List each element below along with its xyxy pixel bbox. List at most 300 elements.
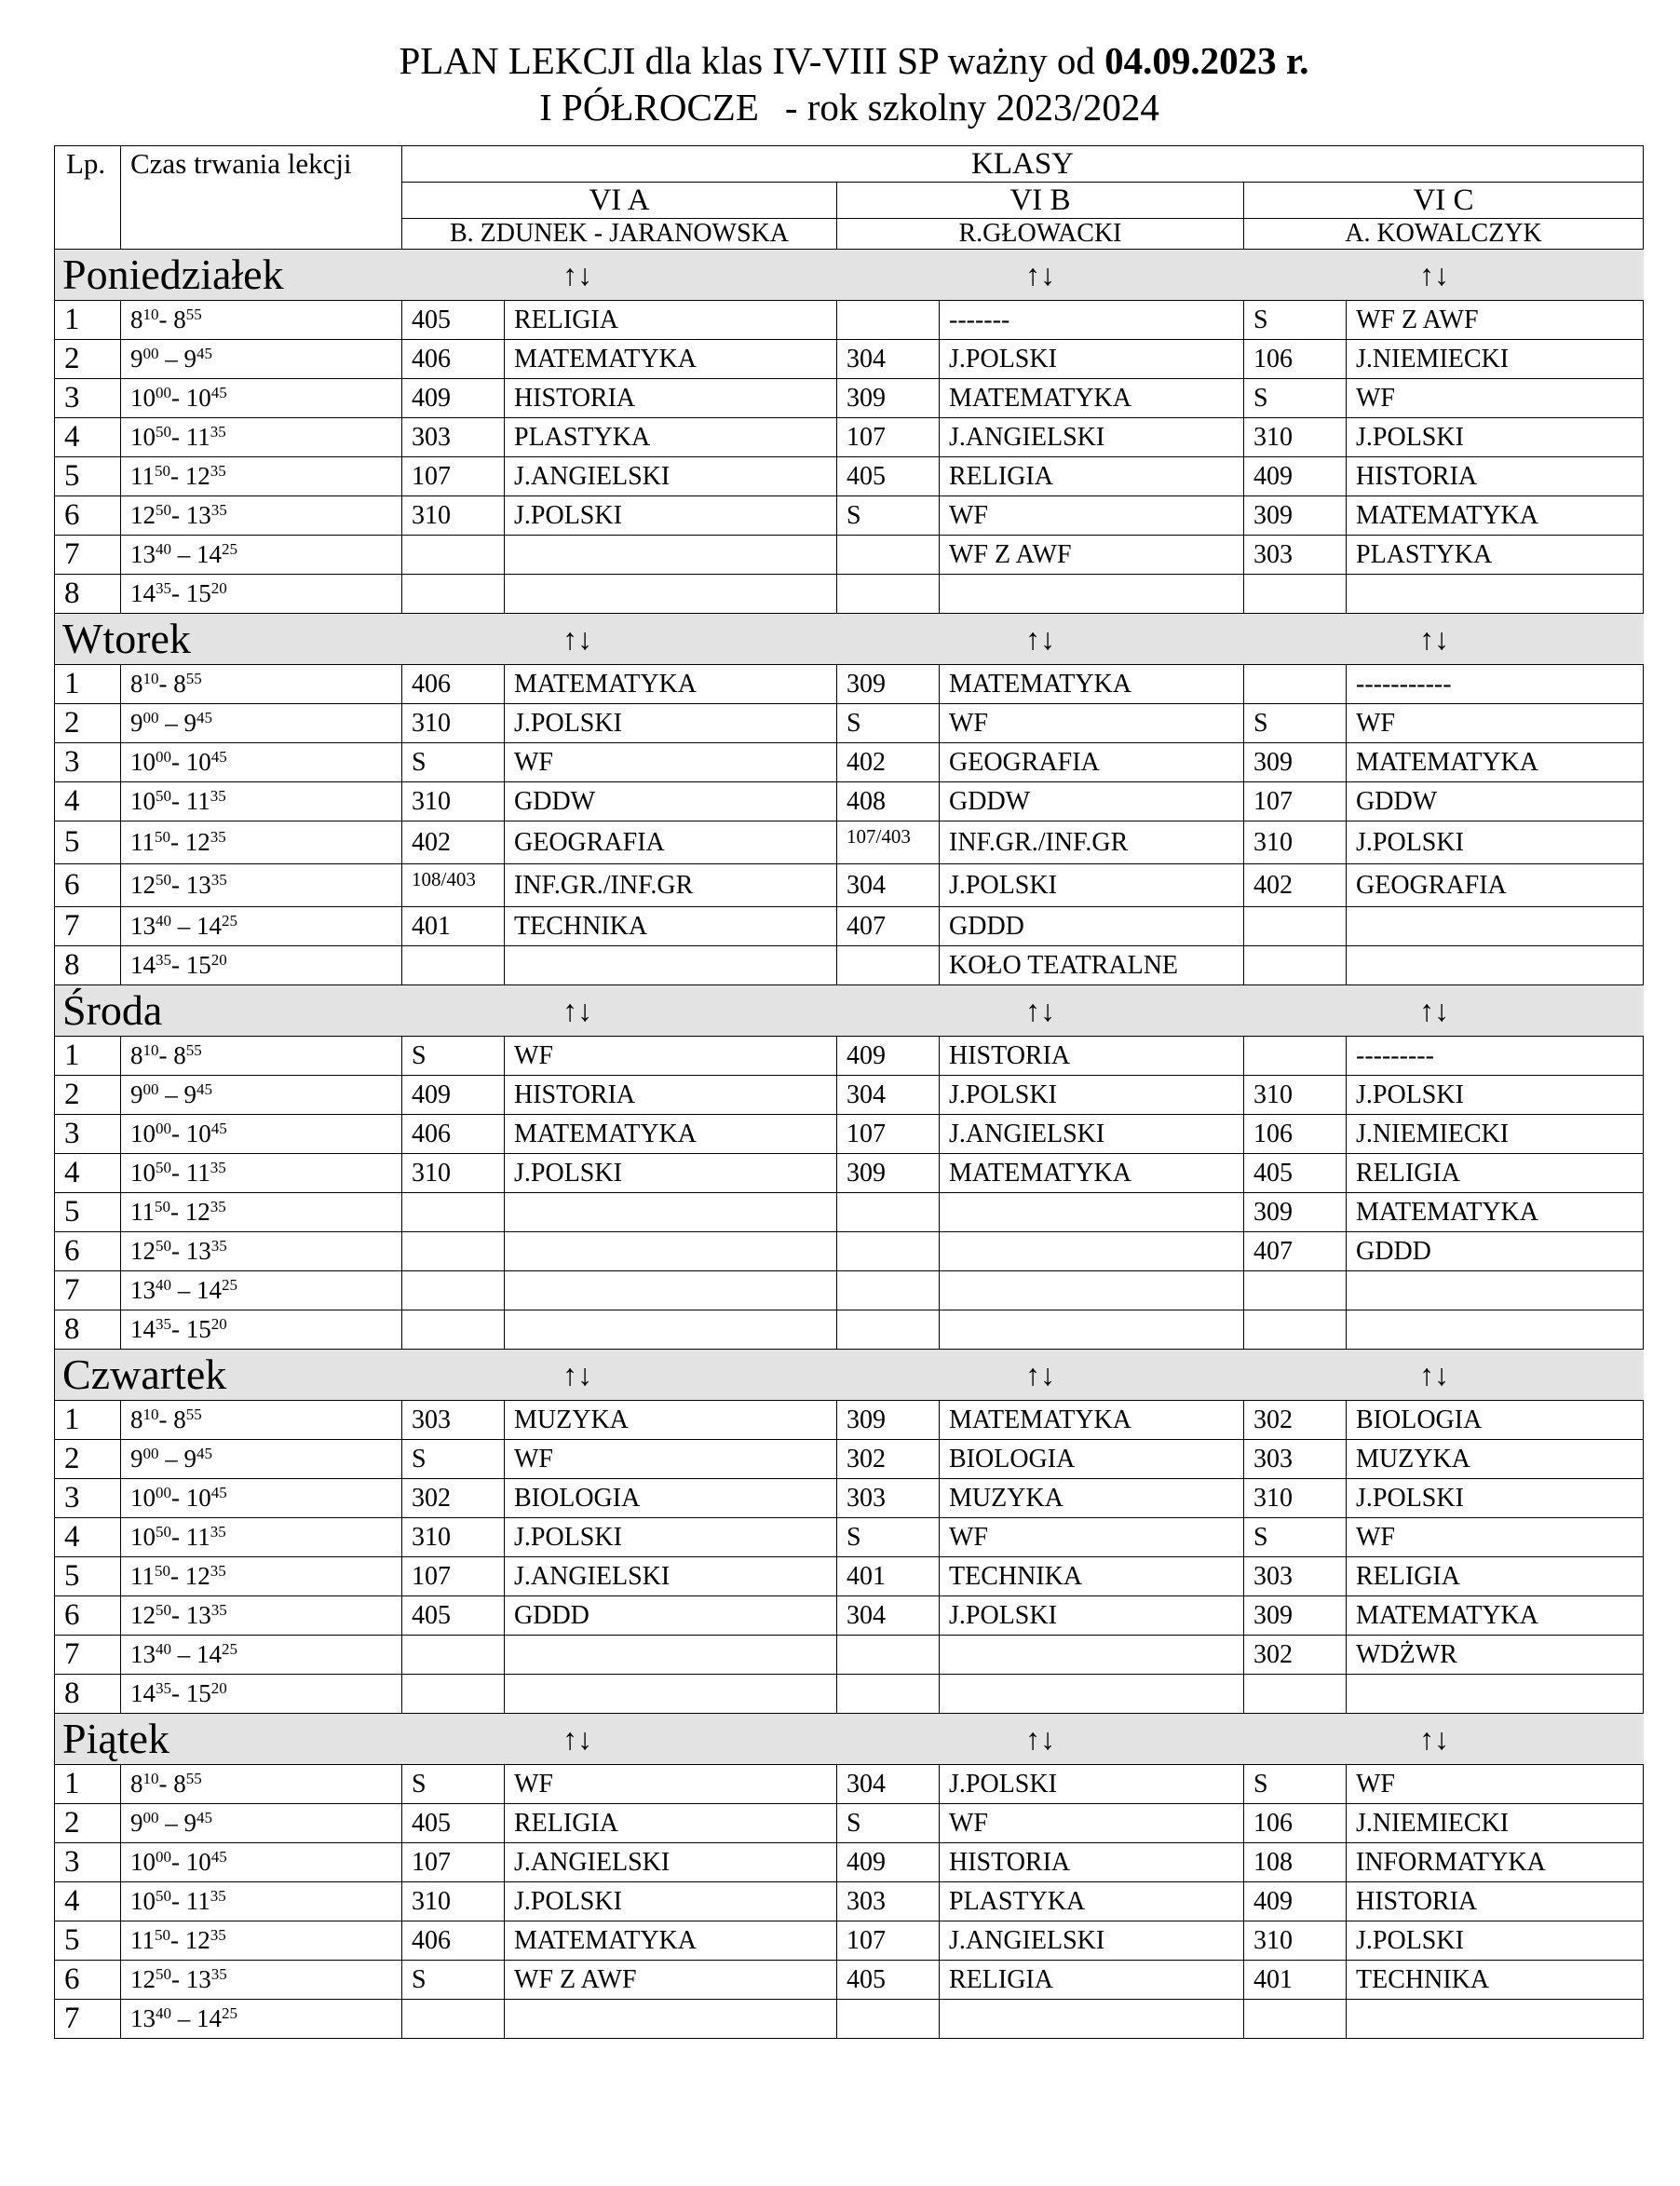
subject-cell: MATEMATYKA <box>505 665 837 704</box>
time-sep: - <box>158 1770 174 1798</box>
subject-cell <box>1347 575 1644 614</box>
time-ss: 10 <box>142 1041 159 1059</box>
time-es: 35 <box>210 462 226 480</box>
time-sh: 11 <box>130 1198 155 1226</box>
room-cell: 303 <box>402 418 505 457</box>
time-es: 45 <box>196 709 212 726</box>
subject-cell: WF <box>940 1804 1244 1843</box>
room-cell <box>402 1675 505 1714</box>
subject-cell: MATEMATYKA <box>1347 1193 1644 1232</box>
time-eh: 8 <box>173 670 186 698</box>
title-line-1 <box>0 37 1680 84</box>
subject-cell: ----------- <box>1347 665 1644 704</box>
time-sh: 13 <box>130 1640 156 1668</box>
time-es: 45 <box>210 384 227 401</box>
subject-cell: J.ANGIELSKI <box>940 418 1244 457</box>
time-sep: - <box>158 1041 174 1069</box>
subject-cell: GDDD <box>940 907 1244 946</box>
time-eh: 15 <box>185 579 211 607</box>
subject-cell: RELIGIA <box>1347 1557 1644 1596</box>
room-cell: S <box>402 1961 505 2000</box>
subject-cell: RELIGIA <box>940 1961 1244 2000</box>
room-cell: 310 <box>402 496 505 536</box>
room-cell: 409 <box>837 1843 940 1882</box>
room-cell: 107 <box>837 418 940 457</box>
time-sep: - <box>171 1315 186 1343</box>
room-cell: 409 <box>837 1037 940 1076</box>
time-es: 55 <box>185 305 202 323</box>
sort-arrow-icon: ↑↓ <box>1244 985 1644 1037</box>
subject-cell: J.POLSKI <box>1347 1921 1644 1961</box>
time-sep: – <box>158 1080 184 1108</box>
sort-arrow-icon: ↑↓ <box>837 985 1244 1037</box>
lesson-time <box>121 418 402 457</box>
subject-cell: WF <box>1347 1518 1644 1557</box>
time-eh: 9 <box>183 709 196 737</box>
room-cell: 304 <box>837 1765 940 1804</box>
sort-arrow-icon: ↑↓ <box>1244 614 1644 665</box>
room-cell <box>1244 946 1347 985</box>
time-sep: - <box>170 828 185 856</box>
subject-cell: J.POLSKI <box>940 340 1244 379</box>
lesson-time <box>121 1675 402 1714</box>
time-sh: 12 <box>130 871 156 899</box>
subject-cell: J.POLSKI <box>1347 1479 1644 1518</box>
lesson-time <box>121 1310 402 1350</box>
time-eh: 10 <box>185 748 211 776</box>
subject-cell <box>1347 1675 1644 1714</box>
subject-cell: WF <box>505 1765 837 1804</box>
time-ss: 40 <box>156 2004 171 2022</box>
time-sep: - <box>170 1198 185 1226</box>
subject-cell: PLASTYKA <box>940 1882 1244 1921</box>
room-cell <box>1244 1271 1347 1310</box>
subject-cell: J.POLSKI <box>505 1518 837 1557</box>
time-eh: 14 <box>196 540 222 568</box>
time-sep: – <box>158 1809 184 1837</box>
subject-cell: HISTORIA <box>505 1076 837 1115</box>
room-cell: 406 <box>402 1921 505 1961</box>
class-name-via: VI A <box>402 183 837 219</box>
room-cell: 310 <box>1244 821 1347 864</box>
room-cell <box>402 1232 505 1271</box>
time-es: 45 <box>196 1809 212 1826</box>
room-cell: 303 <box>837 1882 940 1921</box>
time-eh: 11 <box>185 1159 210 1187</box>
lesson-time <box>121 575 402 614</box>
day-header-row <box>55 614 1644 665</box>
time-es: 35 <box>210 423 226 441</box>
time-sep: - <box>171 748 186 776</box>
lesson-number: 2 <box>55 704 121 743</box>
room-cell: 309 <box>1244 1596 1347 1636</box>
lesson-time <box>121 1804 402 1843</box>
room-cell: 310 <box>1244 1076 1347 1115</box>
lesson-number: 1 <box>55 1401 121 1440</box>
lesson-time <box>121 301 402 340</box>
room-cell: 107 <box>402 1843 505 1882</box>
time-ss: 50 <box>156 871 171 889</box>
time-es: 45 <box>210 1848 227 1866</box>
time-sh: 8 <box>130 1770 143 1798</box>
time-sh: 12 <box>130 1601 156 1629</box>
lesson-time <box>121 665 402 704</box>
room-cell: 402 <box>402 821 505 864</box>
time-es: 55 <box>185 670 202 687</box>
time-ss: 40 <box>156 540 171 558</box>
room-cell: S <box>1244 1518 1347 1557</box>
subject-cell: GEOGRAFIA <box>1347 864 1644 907</box>
room-cell: 107 <box>402 1557 505 1596</box>
time-es: 35 <box>210 501 227 519</box>
subject-cell <box>505 1232 837 1271</box>
lesson-number: 7 <box>55 907 121 946</box>
lesson-time <box>121 536 402 575</box>
time-ss: 00 <box>156 748 171 766</box>
time-eh: 11 <box>185 1523 210 1551</box>
time-es: 25 <box>222 2004 237 2022</box>
lesson-number: 5 <box>55 457 121 496</box>
subject-cell: WF <box>940 704 1244 743</box>
day-name: Środa <box>55 985 402 1037</box>
room-cell <box>837 1193 940 1232</box>
time-sh: 10 <box>130 787 156 815</box>
time-es: 20 <box>210 951 227 969</box>
room-cell: 309 <box>837 1401 940 1440</box>
lesson-row <box>55 1961 1644 2000</box>
subject-cell: WF Z AWF <box>505 1961 837 2000</box>
room-cell <box>402 536 505 575</box>
subject-cell: RELIGIA <box>505 1804 837 1843</box>
room-cell: 405 <box>402 301 505 340</box>
room-cell: 106 <box>1244 340 1347 379</box>
lesson-row <box>55 782 1644 821</box>
class-name-vic: VI C <box>1244 183 1644 219</box>
time-sep: - <box>171 787 186 815</box>
time-sh: 9 <box>130 709 143 737</box>
lesson-row <box>55 1921 1644 1961</box>
subject-cell <box>505 1310 837 1350</box>
room-cell <box>837 2000 940 2039</box>
lesson-number: 7 <box>55 1271 121 1310</box>
lesson-number: 4 <box>55 782 121 821</box>
lesson-number: 1 <box>55 1765 121 1804</box>
lesson-row <box>55 1232 1644 1271</box>
room-cell: S <box>837 1518 940 1557</box>
lesson-row <box>55 1037 1644 1076</box>
time-sh: 10 <box>130 1523 156 1551</box>
time-sep: - <box>171 384 186 412</box>
room-cell: 405 <box>837 1961 940 2000</box>
time-eh: 13 <box>185 871 211 899</box>
room-cell: 108 <box>1244 1843 1347 1882</box>
subject-cell: TECHNIKA <box>1347 1961 1644 2000</box>
lesson-number: 3 <box>55 743 121 782</box>
day-header-row <box>55 1714 1644 1765</box>
time-eh: 13 <box>185 1965 211 1993</box>
room-cell <box>1244 1037 1347 1076</box>
subject-cell: MATEMATYKA <box>940 1401 1244 1440</box>
time-sep: - <box>171 951 186 979</box>
room-cell: 409 <box>1244 1882 1347 1921</box>
room-cell <box>1244 665 1347 704</box>
time-sh: 14 <box>130 951 156 979</box>
subject-cell: J.POLSKI <box>505 496 837 536</box>
sort-arrow-icon: ↑↓ <box>402 614 837 665</box>
time-ss: 50 <box>156 1159 171 1176</box>
lesson-row <box>55 665 1644 704</box>
title-prefix: PLAN LEKCJI dla klas IV-VIII SP ważny od <box>399 39 1105 82</box>
subject-cell: GDDW <box>505 782 837 821</box>
subject-cell: WF <box>1347 379 1644 418</box>
school-year-label: - rok szkolny 2023/2024 <box>784 86 1159 129</box>
time-sh: 10 <box>130 384 156 412</box>
subject-cell: BIOLOGIA <box>1347 1401 1644 1440</box>
room-cell: 310 <box>1244 418 1347 457</box>
time-eh: 8 <box>173 1770 186 1798</box>
room-cell: 401 <box>837 1557 940 1596</box>
subject-cell: WF <box>1347 704 1644 743</box>
time-ss: 00 <box>142 1080 159 1098</box>
lesson-row <box>55 1804 1644 1843</box>
time-sep: – <box>158 1445 184 1473</box>
time-ss: 40 <box>156 1640 171 1658</box>
time-sep: - <box>170 462 185 490</box>
time-ss: 00 <box>142 1809 159 1826</box>
room-cell: 407 <box>837 907 940 946</box>
subject-cell: HISTORIA <box>505 379 837 418</box>
subject-cell: HISTORIA <box>940 1037 1244 1076</box>
subject-cell: J.POLSKI <box>1347 1076 1644 1115</box>
timetable <box>54 145 1644 2039</box>
lesson-number: 6 <box>55 496 121 536</box>
subject-cell: J.ANGIELSKI <box>505 457 837 496</box>
time-eh: 9 <box>183 345 196 373</box>
room-cell: 302 <box>1244 1636 1347 1675</box>
time-es: 35 <box>210 1237 227 1255</box>
time-ss: 00 <box>156 384 171 401</box>
time-sh: 10 <box>130 423 156 451</box>
time-es: 45 <box>196 1080 212 1098</box>
room-cell <box>837 536 940 575</box>
room-cell <box>1244 1310 1347 1350</box>
room-cell: 402 <box>837 743 940 782</box>
time-eh: 9 <box>183 1080 196 1108</box>
lesson-time <box>121 907 402 946</box>
room-cell: 401 <box>1244 1961 1347 2000</box>
time-eh: 10 <box>185 1848 211 1876</box>
room-cell: S <box>837 1804 940 1843</box>
room-cell: 409 <box>402 1076 505 1115</box>
time-eh: 13 <box>185 1601 211 1629</box>
lesson-row <box>55 946 1644 985</box>
room-cell: 303 <box>837 1479 940 1518</box>
sort-arrow-icon: ↑↓ <box>837 614 1244 665</box>
time-es: 55 <box>185 1770 202 1787</box>
room-cell: 304 <box>837 340 940 379</box>
subject-cell: RELIGIA <box>1347 1154 1644 1193</box>
room-cell <box>1244 1675 1347 1714</box>
lesson-number: 1 <box>55 1037 121 1076</box>
time-sh: 11 <box>130 828 155 856</box>
time-sep: – <box>158 709 184 737</box>
subject-cell: GDDW <box>1347 782 1644 821</box>
time-sep: - <box>171 1159 186 1187</box>
time-ss: 50 <box>155 1198 170 1215</box>
lesson-row <box>55 864 1644 907</box>
subject-cell: MUZYKA <box>1347 1440 1644 1479</box>
room-cell: 405 <box>402 1596 505 1636</box>
room-cell: 106 <box>1244 1115 1347 1154</box>
lesson-row <box>55 340 1644 379</box>
room-cell: 108/403 <box>402 864 505 907</box>
room-cell <box>837 1310 940 1350</box>
subject-cell <box>940 1636 1244 1675</box>
room-cell: 303 <box>1244 536 1347 575</box>
lesson-time <box>121 379 402 418</box>
time-sh: 10 <box>130 1120 156 1147</box>
subject-cell: J.POLSKI <box>940 1076 1244 1115</box>
lesson-time <box>121 864 402 907</box>
subject-cell: WF <box>1347 1765 1644 1804</box>
lesson-row <box>55 1440 1644 1479</box>
room-cell: 407 <box>1244 1232 1347 1271</box>
lesson-row <box>55 496 1644 536</box>
subject-cell <box>940 575 1244 614</box>
time-eh: 15 <box>185 1315 211 1343</box>
subject-cell: J.POLSKI <box>505 1882 837 1921</box>
time-ss: 50 <box>155 828 170 846</box>
room-cell <box>837 946 940 985</box>
lesson-number: 2 <box>55 1076 121 1115</box>
sort-arrow-icon: ↑↓ <box>837 1350 1244 1401</box>
room-cell <box>402 1271 505 1310</box>
room-cell: S <box>402 1037 505 1076</box>
time-ss: 10 <box>142 305 159 323</box>
room-cell: 310 <box>402 1154 505 1193</box>
teacher-vic: A. KOWALCZYK <box>1244 219 1644 250</box>
time-ss: 00 <box>156 1848 171 1866</box>
lesson-number: 2 <box>55 340 121 379</box>
room-cell: 107/403 <box>837 821 940 864</box>
lesson-number: 7 <box>55 536 121 575</box>
subject-cell <box>505 1675 837 1714</box>
lesson-time <box>121 946 402 985</box>
time-sep: - <box>158 1405 174 1433</box>
subject-cell: TECHNIKA <box>505 907 837 946</box>
subject-cell: BIOLOGIA <box>505 1479 837 1518</box>
lesson-row <box>55 907 1644 946</box>
time-sep: - <box>171 1120 186 1147</box>
time-es: 35 <box>210 1601 227 1619</box>
time-sh: 13 <box>130 1276 156 1304</box>
room-cell: 303 <box>1244 1440 1347 1479</box>
lesson-row <box>55 1882 1644 1921</box>
room-cell: S <box>1244 1765 1347 1804</box>
subject-cell: WF <box>505 1037 837 1076</box>
time-eh: 12 <box>184 1198 210 1226</box>
time-ss: 35 <box>156 1315 171 1333</box>
lesson-number: 3 <box>55 1115 121 1154</box>
room-cell <box>402 1636 505 1675</box>
time-ss: 50 <box>155 462 170 480</box>
semester-label: I PÓŁROCZE <box>539 86 759 129</box>
time-ss: 35 <box>156 951 171 969</box>
lesson-time <box>121 1115 402 1154</box>
time-es: 35 <box>210 1198 226 1215</box>
time-sep: - <box>171 1484 186 1512</box>
lesson-number: 3 <box>55 379 121 418</box>
room-cell: 310 <box>1244 1479 1347 1518</box>
lesson-row <box>55 1843 1644 1882</box>
sort-arrow-icon: ↑↓ <box>402 250 837 301</box>
lesson-row <box>55 1076 1644 1115</box>
room-cell <box>837 1636 940 1675</box>
time-sep: - <box>171 1887 186 1915</box>
lesson-row <box>55 457 1644 496</box>
time-es: 25 <box>222 1640 237 1658</box>
time-eh: 12 <box>184 1562 210 1590</box>
room-cell: 302 <box>1244 1401 1347 1440</box>
time-es: 45 <box>196 345 212 362</box>
sort-arrow-icon: ↑↓ <box>402 1714 837 1765</box>
time-es: 35 <box>210 1926 226 1944</box>
room-cell: S <box>1244 301 1347 340</box>
lesson-row <box>55 1310 1644 1350</box>
room-cell: S <box>1244 704 1347 743</box>
subject-cell: WF <box>505 1440 837 1479</box>
subject-cell: ------- <box>940 301 1244 340</box>
room-cell <box>837 1271 940 1310</box>
room-cell: 309 <box>1244 496 1347 536</box>
subject-cell: J.POLSKI <box>505 1154 837 1193</box>
subject-cell <box>505 1636 837 1675</box>
time-ss: 10 <box>142 1770 159 1787</box>
subject-cell: GDDD <box>505 1596 837 1636</box>
time-sh: 10 <box>130 748 156 776</box>
lesson-row <box>55 301 1644 340</box>
room-cell: 406 <box>402 340 505 379</box>
lesson-number: 4 <box>55 1154 121 1193</box>
time-es: 20 <box>210 1315 227 1333</box>
lesson-time <box>121 704 402 743</box>
lesson-row <box>55 1271 1644 1310</box>
time-ss: 50 <box>156 1523 171 1541</box>
lesson-number: 6 <box>55 1961 121 2000</box>
time-eh: 10 <box>185 1484 211 1512</box>
lesson-time <box>121 1401 402 1440</box>
room-cell: 405 <box>1244 1154 1347 1193</box>
lesson-time <box>121 1154 402 1193</box>
time-es: 45 <box>210 1484 227 1501</box>
time-sh: 13 <box>130 2004 156 2032</box>
room-cell: 309 <box>837 1154 940 1193</box>
time-ss: 50 <box>156 787 171 805</box>
lesson-time <box>121 1232 402 1271</box>
room-cell: 309 <box>837 665 940 704</box>
subject-cell: HISTORIA <box>1347 1882 1644 1921</box>
room-cell: 309 <box>1244 743 1347 782</box>
room-cell <box>837 301 940 340</box>
lesson-row <box>55 1636 1644 1675</box>
lesson-number: 6 <box>55 1232 121 1271</box>
lesson-number: 7 <box>55 1636 121 1675</box>
subject-cell: INF.GR./INF.GR <box>940 821 1244 864</box>
subject-cell: J.ANGIELSKI <box>505 1557 837 1596</box>
room-cell: 310 <box>402 704 505 743</box>
sort-arrow-icon: ↑↓ <box>1244 1350 1644 1401</box>
day-name: Wtorek <box>55 614 402 665</box>
